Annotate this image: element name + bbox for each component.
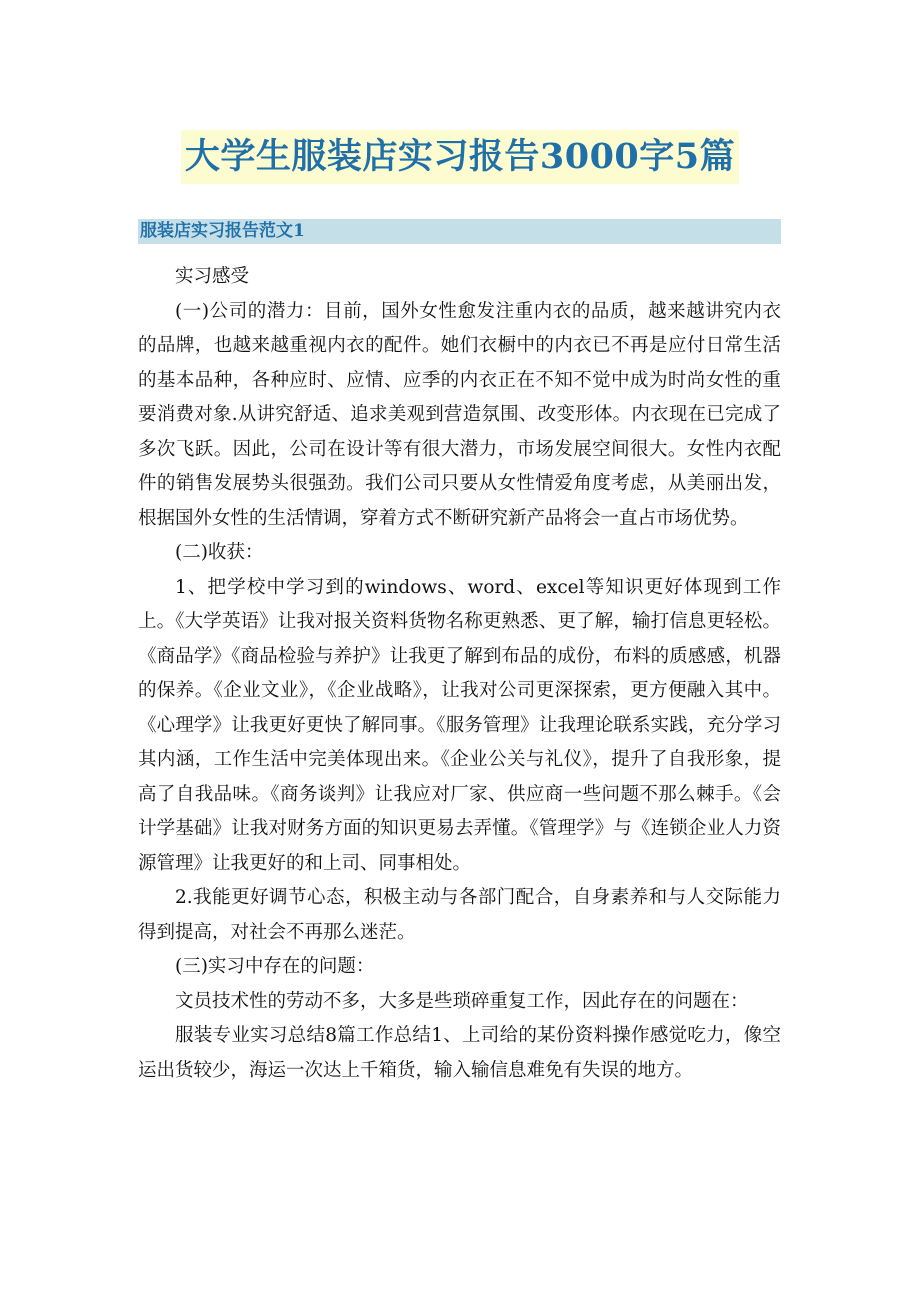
document-title: 大学生服装店实习报告3000字5篇 (181, 130, 739, 184)
paragraph-problem-1: 服装专业实习总结8篇工作总结1、上司给的某份资料操作感觉吃力，像空运出货较少，海运一次达上千箱货，输入输信息难免有失误的地方。 (138, 1025, 781, 1081)
paragraph-heading-internship-feelings: 实习感受 (175, 266, 250, 287)
paragraph-company-potential: (一)公司的潜力：目前，国外女性愈发注重内衣的品质，越来越讲究内衣的品牌，也越来越重视内衣的配件。她们衣橱中的内衣已不再是应付日常生活的基本品种，各种应时、应情、应季的内衣正在不知不觉中成为时尚女性的重要消费对象.从讲究舒适、追求美观到营造氛围、改变形体。内衣现在已完成了多次飞跃。因此，公司在设计等有很大潜力，市场发展空间很大。女性内衣配件的销售发展势头很强劲。我们公司只要从女性情爱角度考虑，从美丽出发，根据国外女性的生活情调，穿着方式不断研究新产品将会一直占市场优势。 (138, 300, 781, 529)
paragraph-gain-1: 1、把学校中学习到的windows、word、excel等知识更好体现到工作上。《大学英语》让我对报关资料货物名称更熟悉、更了解，输打信息更轻松。《商品学》《商品检验与养护》让我更了解到布品的成份，布料的质感感，机器的保养。《企业文业》，《企业战略》，让我对公司更深探索，更方便融入其中。《心理学》让我更好更快了解同事。《服务管理》让我理论联系实践，充分学习其内涵，工作生活中完美体现出来。《企业公关与礼仪》，提升了自我形象，提高了自我品味。《商务谈判》让我应对厂家、供应商一些问题不那么棘手。《会计学基础》让我对财务方面的知识更易去弄懂。《管理学》与《连锁企业人力资源管理》让我更好的和上司、同事相处。 (138, 576, 781, 874)
paragraph-heading-problems: (三)实习中存在的问题： (175, 956, 375, 977)
section-heading: 服装店实习报告范文1 (140, 221, 305, 241)
paragraph-heading-gains: (二)收获： (175, 542, 264, 563)
section-heading-bar (138, 219, 781, 244)
paragraph-problems-intro: 文员技术性的劳动不多，大多是些琐碎重复工作，因此存在的问题在： (175, 990, 749, 1012)
paragraph-gain-2: 2.我能更好调节心态，积极主动与各部门配合，自身素养和与人交际能力得到提高，对社会不再那么迷茫。 (138, 887, 781, 943)
title-container (0, 130, 920, 184)
document-body (138, 260, 781, 1088)
